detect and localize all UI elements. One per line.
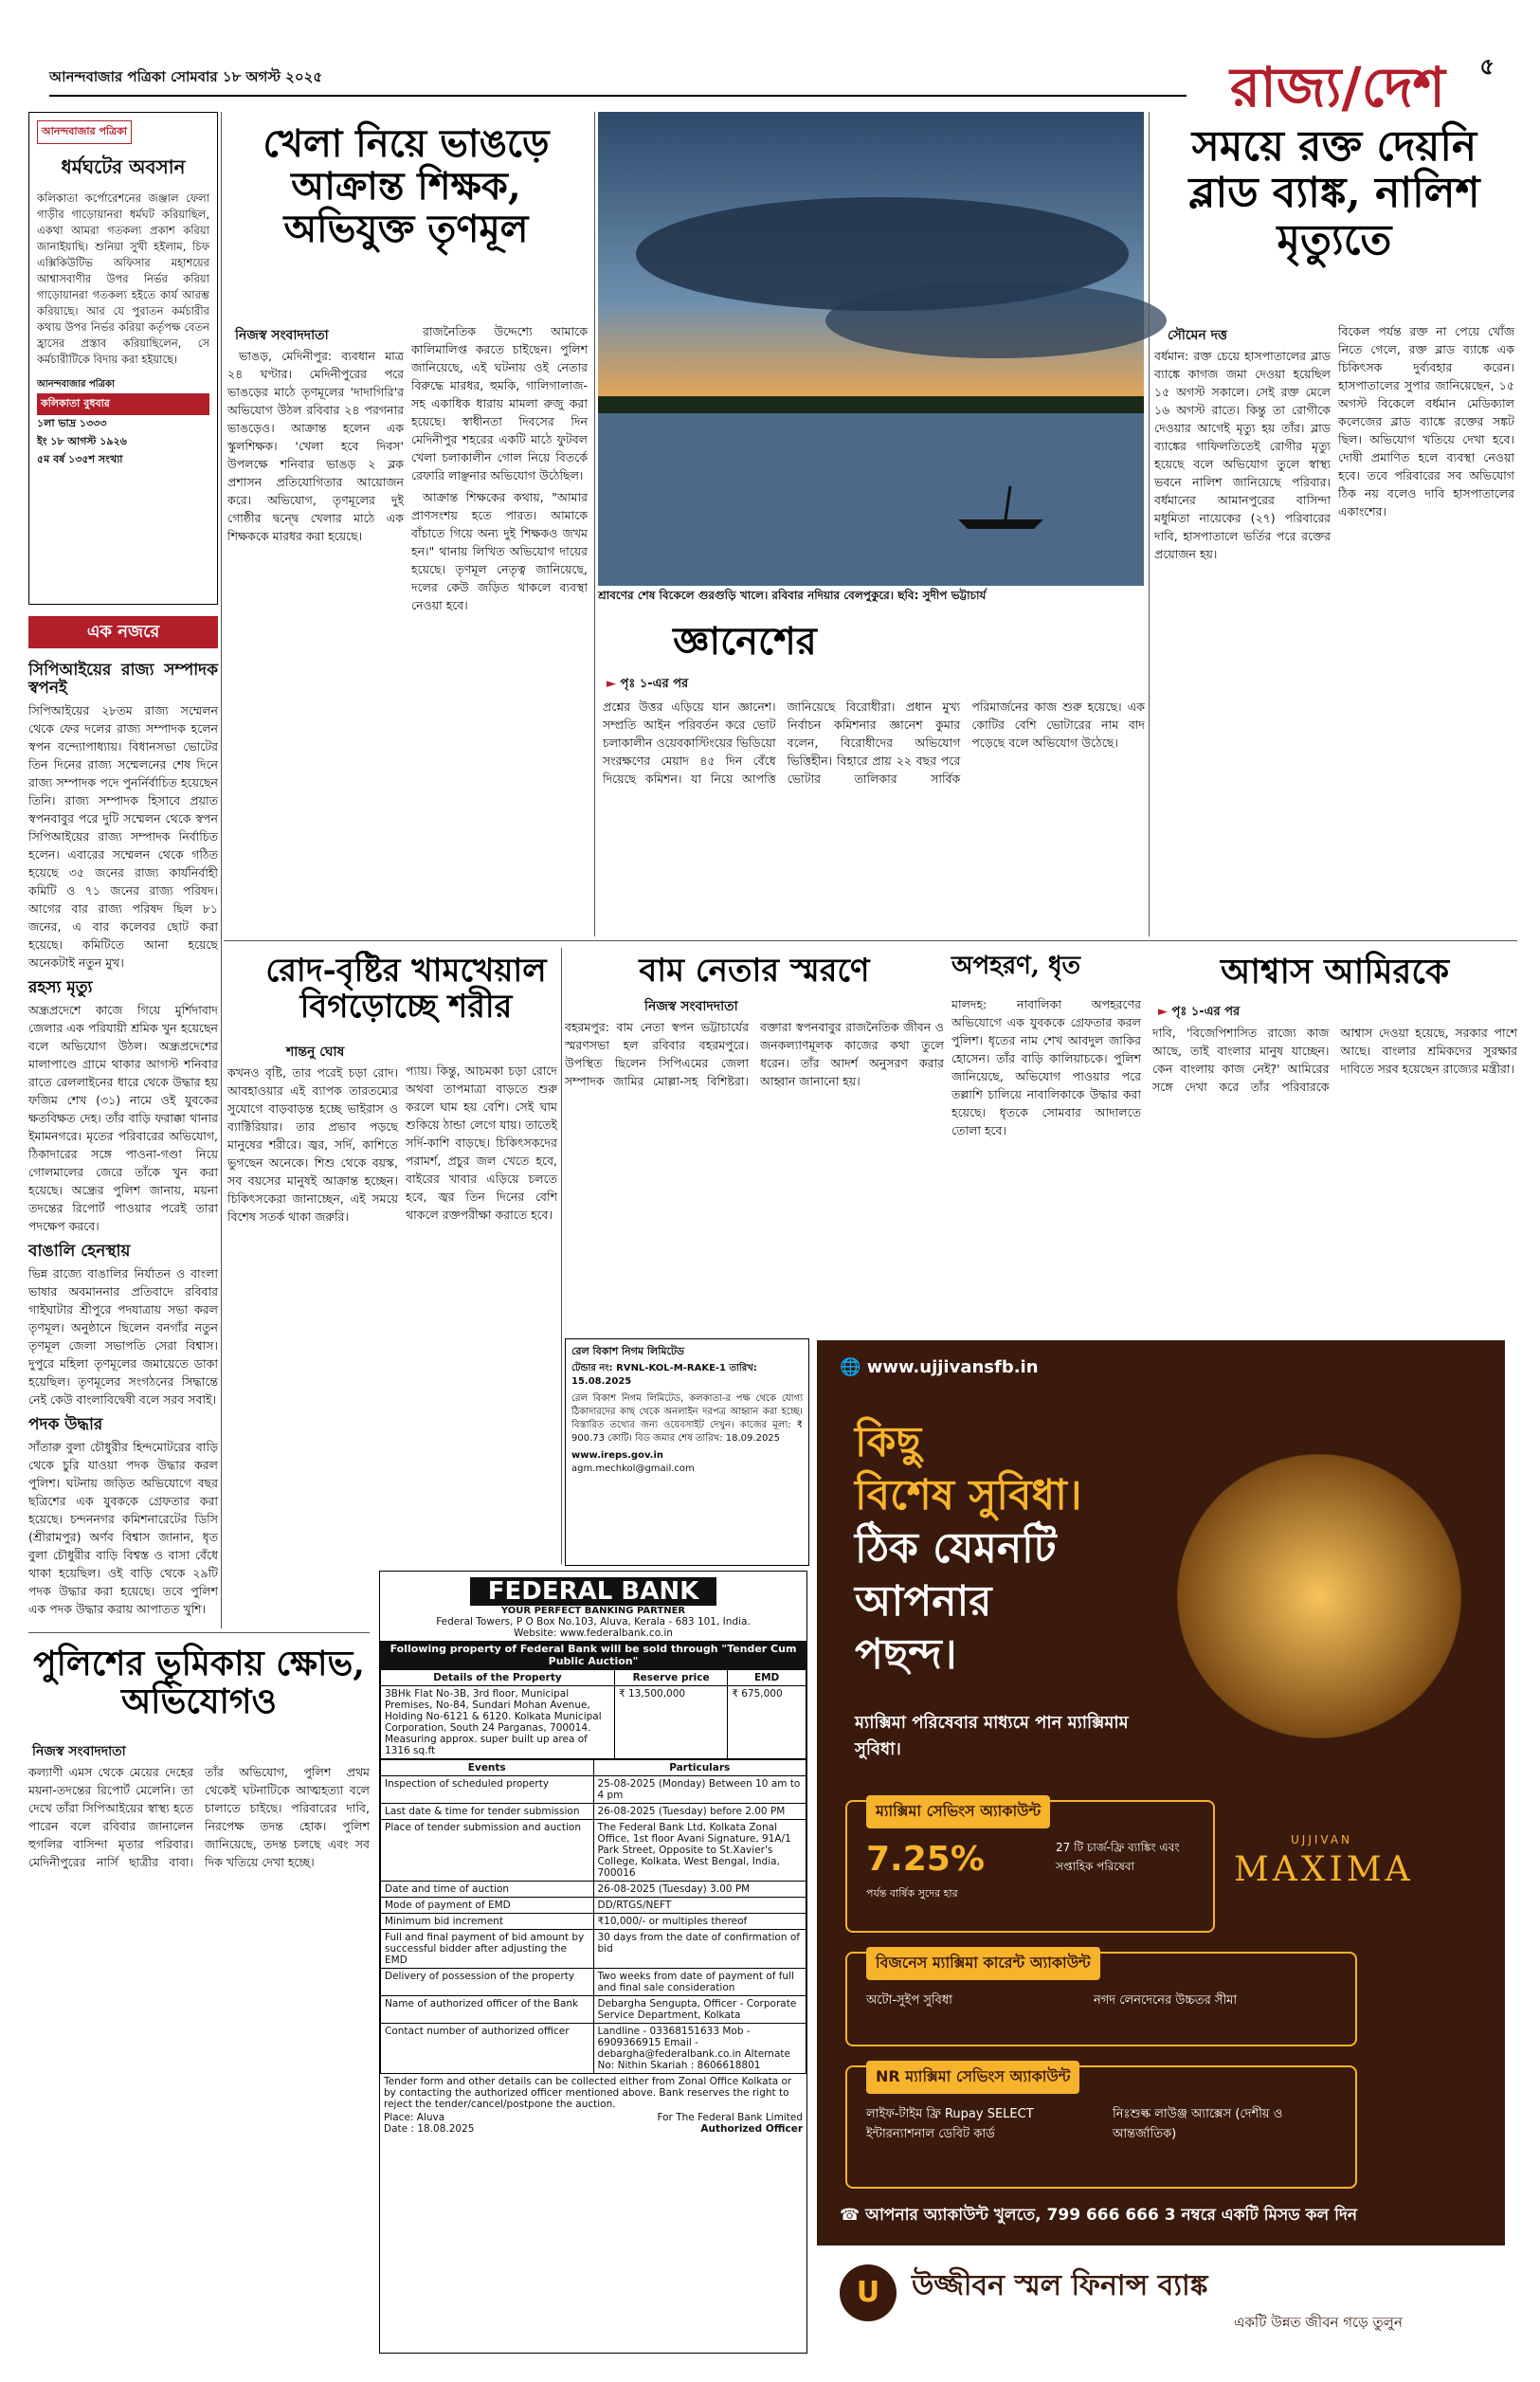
story7-continued [1158, 1003, 1240, 1023]
story3-byline: সৌমেন দত্ত [1168, 328, 1227, 343]
ad-missed-call [840, 2203, 1484, 2229]
fb-event: Name of authorized officer of the Bank [381, 1996, 594, 2024]
brief-body-4: সাঁতারু বুলা চৌধুরীর হিন্দমোটরের বাড়ি থেকে চুরি যাওয়া পদক উদ্ধার করল পুলিশ। ঘটনায় জড়িত অভিযোগে বছর ছত্রিশের এক যুবককে গ্রেফতার করা হয়েছে। চন্দননগর কমিশনারেটের ডিসি (শ্রীরামপুর) অর্ণব বিশ্বাস জানান, ধৃত বুলা চৌধুরীর বাড়ি বিশ্বস্ত ও বাসা বেঁধে থাকা হয়েছিল। ওই বাড়ি থেকে ২৯টি পদক উদ্ধার করা হয়েছে। তবে পুলিশ এক পদক উদ্ধার করায় আপাতত খুশি। [28, 1440, 218, 1616]
story1-text-c: আক্রান্ত শিক্ষকের কথায়, "আমার প্রাণসংশয় হতে পারত। আমাকে বাঁচাতে গিয়ে অন্য দুই শিক্ষকও জখম হন।" থানায় লিখিত অভিযোগ দায়ের হয়েছে। তৃণমূল নেতৃত্ব জানিয়েছে, দলের কেউ জড়িত থাকলে ব্যবস্থা নেওয়া হবে। [411, 490, 588, 612]
brief-body-1: সিপিআইয়ের ২৮তম রাজ্য সম্মেলন থেকে ফের দলের রাজ্য সম্পাদক হলেন স্বপন বন্দ্যোপাধ্যায়। বিধানসভা ভোটের তিন দিনের রাজ্য সম্মেলনের শেষ দিনে রাজ্য সম্পাদক পদে পুনর্নির্বাচিত হয়েছেন তিনি। রাজ্য সম্পাদক হিসাবে প্রয়াত স্বপনবাবুর পরে দুটি সম্মেলন থেকে স্বপন সিপিআইয়ের রাজ্য সম্পাদক নির্বাচিত হলেন। এবারের সম্মেলন থেকে গঠিত হয়েছে ৩৫ জনের রাজ্য কার্যনির্বাহী কমিটি ও ৭১ জনের রাজ্য পরিষদ। আগের বার রাজ্য পরিষদ ছিল ৮১ জনের, এ বার কলেবর ছোট করা হয়েছে। কমিটিতে আনা হয়েছে অনেকটাই নতুন মুখ। [28, 703, 218, 970]
fb-event-detail: ₹10,000/- or multiples thereof [593, 1914, 806, 1930]
archive-footer-date-en: ইং ১৮ আগস্ট ১৯২৬ [37, 435, 127, 447]
fb-event: Contact number of authorized officer [381, 2024, 594, 2074]
column-rule [594, 112, 595, 936]
fb-event: Inspection of scheduled property [381, 1776, 594, 1804]
brief-title-2: রহস্য মৃত্যু [28, 978, 93, 997]
archive-box [28, 112, 218, 605]
ad-headline [855, 1416, 1082, 1682]
p3-title: NR ম্যাক্সিমা সেভিংস অ্যাকাউন্ট [866, 2061, 1079, 2094]
tender-email[interactable]: agm.mechkol@gmail.com [571, 1464, 695, 1474]
archive-footer-date: ১লা ভাদ্র ১৩৩৩ [37, 417, 107, 429]
fb-property: 3BHk Flat No-3B, 3rd floor, Municipal Premises, No-84, Sundari Mohan Avenue, Holding No-6121 & 6120. Kolkata Municipal Corporation, South 24 Parganas, 700014. Measuring approx. super built up area of 1316 sq.ft [381, 1686, 615, 1759]
ad-head3: ঠিক যেমনটি [855, 1524, 1057, 1573]
archive-brand: আনন্দবাজার পত্রিকা [37, 120, 132, 144]
table-row [381, 1882, 806, 1898]
ad-footer [817, 2246, 1505, 2350]
story4-col2: প্যায়। কিন্তু, আচমকা চড়া রোদে অথবা তাপমাত্রা বাড়তে শুরু করলে ঘাম হয় বেশি। সেই ঘাম শুকিয়ে ঠান্ডা লেগে যায়। তাতেই সর্দি-কাশি বাড়ছে। চিকিৎসকদের পরামর্শ, প্রচুর জল খেতে হবে, বাইরের খাবার এড়িয়ে চলতে হবে, জ্বর তিন দিনের বেশি থাকলে রক্তপরীক্ষা করাতে হবে। [406, 1064, 557, 1222]
tender-web[interactable]: www.ireps.gov.in [571, 1450, 664, 1461]
divider [224, 940, 1517, 941]
story4-byline: শান্তনু ঘোষ [286, 1045, 345, 1060]
story4-headline: রোদ-বৃষ্টির খামখেয়াল বিগড়োচ্ছে শরীর [265, 952, 547, 1027]
fb-col-events: Events [381, 1760, 594, 1776]
table-row [381, 2024, 806, 2074]
story3-col1: বর্ধমান: রক্ত চেয়ে হাসপাতালের ব্লাড ব্যাঙ্কে কাগজ জমা দেওয়া হয়েছিল ১৫ অগস্ট সকালে। সেই রক্ত মেলে ১৬ অগস্ট রাতে। কিন্তু তা রোগীকে দেওয়ার আগেই মৃত্যু হয় তাঁর। ব্লাড ব্যাঙ্কের গাফিলতিতেই রোগীর মৃত্যু হয়েছে বলে অভিযোগ তুলে স্বাস্থ্য ভবনে নালিশ জানিয়েছে পরিবার। বর্ধমানের আমানপুরের বাসিন্দা মধুমিতা নায়েকের (২৭) পরিবারের দাবি, হাসপাতালে ভর্তির পরে রক্তের প্রয়োজন হয়। [1154, 349, 1331, 561]
story2-continued [607, 675, 688, 695]
phone-icon: ☎ [840, 2206, 866, 2225]
cloche-graphic [1177, 1454, 1461, 1738]
story7-body: দাবি, 'বিজেপিশাসিত রাজ্যে কাজ আছে, তাই বাংলার মানুষ যাচ্ছেন। কেন বাংলায় কাজ নেই?' আমিরের সঙ্গে দেখা করে তাঁর পরিবারকে আশ্বাস দেওয়া হয়েছে, সরকার পাশে আছে। বাংলার শ্রমিকদের সুরক্ষার দাবিতে সরব হয়েছেন রাজ্যের মন্ত্রীরা। [1152, 1026, 1517, 1094]
p1-feature: 27 টি চার্জ-ফ্রি ব্যাঙ্কিং এবং সপ্তাহিক পরিষেবা [1056, 1841, 1180, 1873]
brief-title-1: সিপিআইয়ের রাজ্য সম্পাদক স্বপনই [28, 661, 218, 698]
ujjivan-logo-icon: U [840, 2264, 897, 2321]
fb-logo: FEDERAL BANK [470, 1577, 716, 1606]
p1-rate-label: পর্যন্ত বার্ষিক সুদের হার [866, 1887, 958, 1900]
fb-website: Website: www.federalbank.co.in [514, 1627, 673, 1639]
fb-col-reserve: Reserve price [614, 1670, 727, 1686]
fb-event-detail: 25-08-2025 (Monday) Between 10 am to 4 pm [593, 1776, 806, 1804]
p2-feature-1: অটো-সুইপ সুবিধা [866, 1993, 952, 2008]
story5-byline: নিজস্ব সংবাদদাতা [644, 999, 738, 1014]
ujjivan-ad [817, 1340, 1505, 2350]
fb-event: Minimum bid increment [381, 1914, 594, 1930]
fb-col-emd: EMD [728, 1670, 806, 1686]
ad-head1: কিছু [855, 1418, 922, 1466]
product-card-3 [845, 2065, 1357, 2189]
fb-event: Delivery of possession of the property [381, 1969, 594, 1996]
ad-url-text: www.ujjivansfb.in [866, 1357, 1039, 1377]
fb-event: Place of tender submission and auction [381, 1820, 594, 1882]
product-card-1 [845, 1800, 1215, 1933]
ad-bank-name: উজ্জীবন স্মল ফিনান্স ব্যাঙ্ক [912, 2269, 1208, 2302]
p1-title: ম্যাক্সিমা সেভিংস অ্যাকাউন্ট [866, 1795, 1050, 1828]
fb-sign2: Authorized Officer [700, 2123, 803, 2135]
fb-col-particulars: Particulars [593, 1760, 806, 1776]
story3-col2: বিকেল পর্যন্ত রক্ত না পেয়ে খোঁজ নিতে গেলে, রক্ত ব্লাড ব্যাঙ্কে এক চিকিৎসক দুর্ব্যবহার করেন। হাসপাতালের সুপার জানিয়েছেন, ১৫ অগস্ট বিকেলে বর্ধমান মেডিক্যাল কলেজের ব্লাড ব্যাঙ্কে রক্তের সঙ্কট ছিল। অভিযোগ খতিয়ে দেখা হবে। দোষী প্রমাণিত হলে ব্যবস্থা নেওয়া হবে। তবে পরিবারের সব অভিযোগ ঠিক নয় বলেও দাবি হাসপাতালের একাংশের। [1338, 324, 1514, 518]
product-card-2 [845, 1952, 1357, 2046]
fb-col-property: Details of the Property [381, 1670, 615, 1686]
fb-event-detail: The Federal Bank Ltd, Kolkata Zonal Office, 1st floor Avani Signature, 91A/1 Park Street, Opposite to St.Xavier's College, Kolkata, West Bengal, India, 700016 [593, 1820, 806, 1882]
story2-continued-text: পৃঃ ১-এর পর [620, 677, 689, 691]
divider [28, 1632, 370, 1633]
table-row [381, 1996, 806, 2024]
story5-body: বহরমপুর: বাম নেতা স্বপন ভট্টাচার্যের স্মরণসভা হল রবিবার বহরমপুরে। উপস্থিত ছিলেন সিপিএমের জেলা সম্পাদক জামির মোল্লা-সহ বিশিষ্টরা। বক্তারা স্বপনবাবুর রাজনৈতিক জীবন ও জনকল্যাণমূলক কাজের কথা তুলে ধরেন। তাঁর আদর্শ অনুসরণ করার আহ্বান জানানো হয়। [565, 1020, 944, 1088]
fb-event-detail: Landline - 03368151633 Mob - 6909366915 Email - debargha@federalbank.co.in Alternate No: Nithin Skariah : 8606618801 [593, 2024, 806, 2074]
paper-date: আনন্দবাজার পত্রিকা সোমবার ১৮ অগস্ট ২০২৫ [49, 68, 323, 85]
story2-headline: জ্ঞানেশের [673, 619, 817, 664]
ad-head2: বিশেষ সুবিধা। [855, 1471, 1082, 1519]
story2-body: প্রশ্নের উত্তর এড়িয়ে যান জ্ঞানেশ। সম্প্রতি আইন পরিবর্তন করে ভোট চলাকালীন ওয়েবকাস্টিংয়ের ভিডিয়ো সংরক্ষণের মেয়াদ ৪৫ দিন বেঁধে দিয়েছে কমিশন। যা নিয়ে আপত্তি জানিয়েছে বিরোধীরা। প্রধান মুখ্য নির্বাচন কমিশনার জ্ঞানেশ কুমার বলেন, বিরোধীদের অভিযোগ ভিত্তিহীন। বিহারে প্রায় ২২ বছর পরে ভোটার তালিকার সার্বিক পরিমার্জনের কাজ শুরু হয়েছে। এক কোটির বেশি ভোটারের নাম বাদ পড়েছে বলে অভিযোগ উঠেছে। [603, 700, 1145, 786]
fb-event: Date and time of auction [381, 1882, 594, 1898]
table-row [381, 1776, 806, 1804]
brief-title-3: বাঙালি হেনস্থায় [28, 1242, 131, 1261]
federal-bank-notice [379, 1571, 807, 2354]
story4-col1: কখনও বৃষ্টি, তার পরেই চড়া রোদ। আবহাওয়ার এই ব্যাপক তারতম্যের সুযোগে বাড়বাড়ন্ত হচ্ছে ভাইরাস ও ব্যাক্টিরিয়ার। তার প্রভাব পড়ছে মানুষের শরীরে। জ্বর, সর্দি, কাশিতে ভুগছেন অনেকে। শিশু থেকে বয়স্ক, সব বয়সের মানুষই আক্রান্ত হচ্ছেন। চিকিৎসকেরা জানাচ্ছেন, এই সময়ে বিশেষ সতর্ক থাকা জরুরি। [227, 1065, 398, 1224]
story1-text-b: রাজনৈতিক উদ্দেশ্যে আমাকে কালিমালিপ্ত করতে চাইছেন। পুলিশ জানিয়েছে, এই ঘটনায় ওই নেতার বিরুদ্ধে মারধর, হুমকি, গালিগালাজ-সহ একাধিক ধারায় মামলা রুজু করা হয়েছে। স্বাধীনতা দিবসের দিন মেদিনীপুর শহরের একটি মাঠে ফুটবল খেলা চলাকালীন গোল নিয়ে বিতর্কে রেফারি লাঞ্ছনার অভিযোগ উঠেছিল। [411, 324, 588, 482]
ad-brand: MAXIMA [1234, 1850, 1414, 1889]
fb-event-detail: 26-08-2025 (Tuesday) 3.00 PM [593, 1882, 806, 1898]
story5-headline: বাম নেতার স্মরণে [639, 952, 870, 990]
fb-event-detail: Two weeks from date of payment of full and final sale consideration [593, 1969, 806, 1996]
archive-body: কলিকাতা কর্পোরেশনের জঞ্জাল ফেলা গাড়ীর গাড়োয়ানরা ধর্মঘট করিয়াছিল, একথা আমরা গতকল্য প্রকাশ করিয়া জানাইয়াছি। শুনিয়া সুখী হইলাম, চিফ এক্সিকিউটিভ অফিসার মহাশয়ের আশ্বাসবাণীর উপর নির্ভর করিয়া গাড়োয়ানরা গতকল্য হইতে কার্য আরম্ভ করিয়াছে। আর যে পুরাতন কর্মচারীর কথায় উপর নির্ভর করিয়া কর্তৃপক্ষ বেতন হ্রাসের প্রস্তাব করিয়াছিলেন, সে কর্মচারীটিকে বিদায় করা হইয়াছে। [37, 191, 209, 366]
globe-icon: 🌐 [840, 1357, 867, 1377]
continued-arrow-icon: ► [607, 677, 621, 691]
section-title: রাজ্য/দেশ [1230, 55, 1445, 119]
table-row [381, 1898, 806, 1914]
column-rule [1149, 112, 1150, 936]
archive-footer-brand: আনন্দবাজার পত্রিকা [37, 379, 115, 390]
fb-event: Mode of payment of EMD [381, 1898, 594, 1914]
brief-body-3: ভিন্ন রাজ্যে বাঙালির নির্যাতন ও বাংলা ভাষার অবমাননার প্রতিবাদে রবিবার গাইঘাটার শ্রীপুরে পদযাত্রায় সভা করল তৃণমূল। অনুষ্ঠানে ছিলেন বনগাঁর নতুন তৃণমূল জেলা সভাপতি সেরা বিশ্বাস। দুপুরে মহিলা তৃণমূলের জমায়েতে ডাকা হয়েছিল। তৃণমূলের সংগঠনের সিদ্ধান্তে নেই কেউ বাংলাবিদ্বেষী বলে সরব সবাই। [28, 1266, 218, 1407]
story1-headline: খেলা নিয়ে ভাঙড়ে আক্রান্ত শিক্ষক, অভিযুক্ত তৃণমূল [263, 121, 550, 251]
p3-feature-2: নিঃশুল্ক লাউঞ্জ অ্যাক্সেস (দেশীয় ও আন্তর্জাতিক) [1113, 2107, 1283, 2141]
brief-body-2: অন্ধ্রপ্রদেশে কাজে গিয়ে মুর্শিদাবাদ জেলার এক পরিযায়ী শ্রমিক খুন হয়েছেন বলে অভিযোগ উঠল। অন্ধ্রপ্রদেশের মালাপাণ্ডে গ্রামে থাকার আগস্ট শনিবার রাতে রেললাইনের ধারে থেকে উদ্ধার হয় ফজিম শেখ (৩১) নামে ওই যুবকের ক্ষতবিক্ষত দেহ। তাঁর বাড়ি ফরাক্কা থানার ইমামনগরে। মৃতের পরিবারের অভিযোগ, ঠিকাদারের সঙ্গে পাওনা-গণ্ডা নিয়ে গোলমালের জেরে তাঁকে খুন করা হয়েছে। অন্ধ্রের পুলিশ জানায়, ময়না তদন্তের রিপোর্ট পাওয়ার পরেই তারা পদক্ষেপ করবে। [28, 1003, 218, 1233]
fb-event-detail: Debargha Sengupta, Officer - Corporate Service Department, Kolkata [593, 1996, 806, 2024]
fb-event-detail: DD/RTGS/NEFT [593, 1898, 806, 1914]
ad-head5: পছন্দ। [855, 1630, 957, 1679]
story8-body: কল্যাণী এমস থেকে মেয়ের দেহের ময়না-তদন্তের রিপোর্ট মেলেনি। তা দেখে তাঁরা সিপিআইয়ের স্বাস্থ্য হতে পারেন বলে রবিবার জানালেন হুগলির বাসিন্দা মৃতার পরিবার। মেদিনীপুরের নার্সি ছাত্রীর বাবা। তাঁর অভিযোগ, পুলিশ প্রথম থেকেই ঘটনাটিকে আত্মহত্যা বলে চালাতে চাইছে। পরিবারের দাবি, নিরপেক্ষ তদন্ত হোক। পুলিশ জানিয়েছে, তদন্ত চলছে এবং সব দিক খতিয়ে দেখা হচ্ছে। [28, 1765, 370, 1869]
fb-footer: Tender form and other details can be collected either from Zonal Office Kolkata or by contacting the authorized officer mentioned above. Bank reserves the right to reject the tender/cancel/postpone the auction. [384, 2076, 792, 2110]
story1-byline: নিজস্ব সংবাদদাতা [235, 328, 329, 343]
tender-body: রেল বিকাশ নিগম লিমিটেড, কলকাতা-র পক্ষ থেকে যোগ্য ঠিকাদারদের কাছ থেকে অনলাইন দরপত্র আহ্বান করা হচ্ছে। বিস্তারিত তথ্যের জন্য ওয়েবসাইট দেখুন। কাজের মূল্য: ₹ 900.73 কোটি। বিড জমার শেষ তারিখ: 18.09.2025 [571, 1393, 803, 1444]
fb-emd: ₹ 675,000 [728, 1686, 806, 1759]
tender-org: রেল বিকাশ নিগম লিমিটেড [571, 1345, 685, 1357]
p3-feature-1: লাইফ-টাইম ফ্রি Rupay SELECT ইন্টারন্যাশনাল ডেবিট কার্ড [866, 2107, 1034, 2141]
story1-text-a: ভাঙড়, মেদিনীপুর: ব্যবধান মাত্র ২৪ ঘণ্টার। মেদিনীপুরের পরে ভাঙড়ের মাঠে তৃণমূলের 'দাদাগিরি'র অভিযোগ উঠল রবিবার ২৪ পরগনার ভাঙড়েও। আক্রান্ত হলেন এক স্কুলশিক্ষক। 'খেলা হবে দিবস' উপলক্ষে শনিবার ভাঙড় ২ ব্লক প্রশাসন প্রতিযোগিতার আয়োজন করে। অভিযোগ, তৃণমূলের দুই গোষ্ঠীর দ্বন্দ্বে খেলার মাঠে এক শিক্ষককে মারধর করা হয়েছে। [227, 349, 404, 543]
ad-missed-call-text: আপনার অ্যাকাউন্ট খুলতে, 799 666 666 3 নম্বরে একটি মিসড কল দিন [865, 2206, 1358, 2225]
continued-arrow-icon: ► [1158, 1005, 1172, 1019]
p1-rate: 7.25% [866, 1840, 985, 1879]
fb-date: Date : 18.08.2025 [384, 2123, 475, 2135]
fb-event: Full and final payment of bid amount by successful bidder after adjusting the EMD [381, 1930, 594, 1969]
table-row [381, 1930, 806, 1969]
story1-col1 [227, 347, 404, 935]
lake-photo [598, 112, 1144, 586]
fb-event-detail: 30 days from the date of confirmation of bid [593, 1930, 806, 1969]
table-row [381, 1969, 806, 1996]
ad-brand-small: UJJIVAN [1291, 1833, 1353, 1846]
story7-headline: আশ্বাস আমিরকে [1220, 952, 1450, 991]
ad-sub: ম্যাক্সিমা পরিষেবার মাধ্যমে পান ম্যাক্সিমাম সুবিধা। [855, 1713, 1129, 1759]
fb-sign-row-1 [380, 2112, 806, 2123]
photo-caption: শ্রাবণের শেষ বিকেলে গুরগুড়ি খালে। রবিবার নদিয়ার বেলপুকুরে। ছবি: সুদীপ ভট্টাচার্য [598, 589, 987, 602]
table-row [381, 1914, 806, 1930]
column-rule [221, 112, 222, 1628]
tender-ref: টেন্ডার নং: RVNL-KOL-M-RAKE-1 তারিখ: 15.08.2025 [571, 1363, 757, 1387]
archive-footer-city: কলিকাতা বুধবার [37, 393, 209, 415]
ek-najore-column [28, 654, 218, 1616]
fb-event-detail: 26-08-2025 (Tuesday) before 2.00 PM [593, 1804, 806, 1820]
story8-byline: নিজস্ব সংবাদদাতা [32, 1744, 126, 1759]
fb-place: Place: Aluva [384, 2112, 445, 2123]
story1-col2 [411, 322, 588, 935]
page-number: ৫ [1479, 53, 1495, 80]
story6-headline: অপহরণ, ধৃত [951, 952, 1081, 980]
brief-title-4: পদক উদ্ধার [28, 1415, 103, 1434]
archive-footer-issue: ৫ম বর্ষ ১৩৫শ সংখ্যা [37, 453, 123, 465]
fb-address: Federal Towers, P O Box No.103, Aluva, Kerala - 683 101, India. [436, 1616, 751, 1627]
fb-sign-row-2 [380, 2123, 806, 2135]
table-row [381, 1820, 806, 1882]
fb-notice: Following property of Federal Bank will be sold through "Tender Cum Public Auction" [380, 1641, 806, 1669]
fb-events-table [380, 1759, 806, 2074]
story3-headline: সময়ে রক্ত দেয়নি ব্লাড ব্যাঙ্ক, নালিশ মৃত্যুতে [1188, 122, 1480, 264]
ad-url[interactable] [840, 1357, 1039, 1377]
fb-reserve: ₹ 13,500,000 [614, 1686, 727, 1759]
p2-feature-2: নগদ লেনদেনের উচ্চতর সীমা [1094, 1993, 1238, 2008]
table-row [381, 1804, 806, 1820]
p2-title: বিজনেস ম্যাক্সিমা কারেন্ট অ্যাকাউন্ট [866, 1947, 1100, 1980]
fb-property-table [380, 1669, 806, 1759]
header-rule [49, 95, 1187, 97]
story6-body: মালদহ: নাবালিকা অপহরণের অভিযোগে এক যুবককে গ্রেফতার করল পুলিশ। ধৃতের নাম শেখ আবদুল জাকির হোসেন। তাঁর বাড়ি কালিয়াচকে। পুলিশ জানিয়েছে, অভিযোগ পাওয়ার পরে তল্লাশি চালিয়ে নাবালিকাকে উদ্ধার করা হয়েছে। ধৃতকে সোমবার আদালতে তোলা হবে। [951, 997, 1141, 1137]
column-rule [561, 948, 562, 1564]
ad-bank-tag: একটি উন্নত জীবন গড়ে তুলুন [1234, 2314, 1403, 2331]
ek-najore-label: এক নজরে [28, 616, 218, 648]
ad-head4: আপনার [855, 1577, 992, 1626]
rvnl-tender [565, 1338, 809, 1566]
story8-headline: পুলিশের ভূমিকায় ক্ষোভ, অভিযোগও [33, 1644, 365, 1722]
archive-title: ধর্মঘটের অবসান [61, 155, 186, 178]
fb-tagline: YOUR PERFECT BANKING PARTNER [500, 1606, 686, 1616]
fb-sign1: For The Federal Bank Limited [657, 2112, 803, 2123]
fb-event: Last date & time for tender submission [381, 1804, 594, 1820]
story7-continued-text: পৃঃ ১-এর পর [1171, 1005, 1241, 1019]
